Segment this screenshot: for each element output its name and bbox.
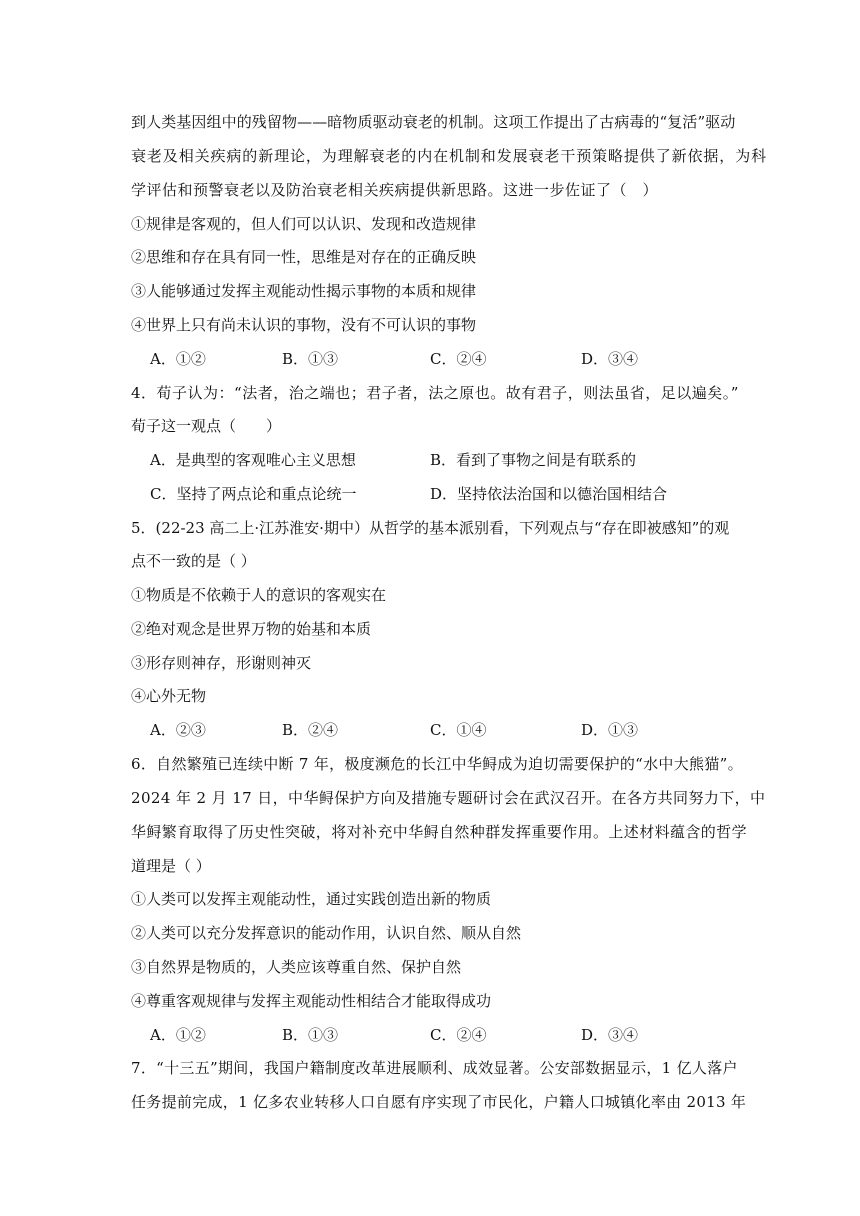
q7-stem-line: 7．“十三五”期间，我国户籍制度改革进展顺利、成效显著。公安部数据显示，1 亿人落户 bbox=[131, 1059, 738, 1077]
q6-statement-3: ③自然界是物质的，人类应该尊重自然、保护自然 bbox=[131, 958, 462, 976]
q5-option-d[interactable]: D．①③ bbox=[581, 721, 639, 739]
q3-text-line: 学评估和预警衰老以及防治衰老相关疾病提供新思路。这进一步佐证了（ ） bbox=[131, 181, 659, 199]
q7-stem-line: 任务提前完成，1 亿多农业转移人口自愿有序实现了市民化，户籍人口城镇化率由 2013 年 bbox=[131, 1093, 747, 1111]
q6-stem-line: 2024 年 2 月 17 日，中华鲟保护方向及措施专题研讨会在武汉召开。在各方共同努力下，中 bbox=[131, 789, 766, 807]
q3-option-c[interactable]: C．②④ bbox=[430, 350, 487, 368]
q4-stem-line: 4．荀子认为：“法者，治之端也；君子者，法之原也。故有君子，则法虽省，足以遍矣。” bbox=[131, 384, 739, 402]
q6-option-c[interactable]: C．②④ bbox=[430, 1026, 487, 1044]
q5-stem-line: 5．(22-23 高二上·江苏淮安·期中）从哲学的基本派别看，下列观点与“存在即被感知”的观 bbox=[131, 519, 730, 537]
q6-option-b[interactable]: B．①③ bbox=[282, 1026, 339, 1044]
q6-option-d[interactable]: D．③④ bbox=[581, 1026, 639, 1044]
q3-text-line: 衰老及相关疾病的新理论，为理解衰老的内在机制和发展衰老干预策略提供了新依据，为科 bbox=[131, 147, 768, 165]
q3-statement-3: ③人能够通过发挥主观能动性揭示事物的本质和规律 bbox=[131, 282, 477, 300]
q4-stem-line: 荀子这一观点（ ） bbox=[131, 417, 282, 435]
q3-statement-4: ④世界上只有尚未认识的事物，没有不可认识的事物 bbox=[131, 316, 477, 334]
q6-option-a[interactable]: A．①② bbox=[150, 1026, 206, 1044]
q3-option-d[interactable]: D．③④ bbox=[581, 350, 639, 368]
q6-statement-2: ②人类可以充分发挥意识的能动作用，认识自然、顺从自然 bbox=[131, 924, 522, 942]
q6-stem-line: 道理是（ ） bbox=[131, 857, 211, 875]
q5-option-a[interactable]: A．②③ bbox=[150, 721, 206, 739]
q5-statement-2: ②绝对观念是世界万物的始基和本质 bbox=[131, 620, 372, 638]
q5-option-c[interactable]: C．①④ bbox=[430, 721, 487, 739]
q4-option-c[interactable]: C．坚持了两点论和重点论统一 bbox=[150, 485, 357, 503]
q6-stem-line: 华鲟繁育取得了历史性突破，将对补充中华鲟自然种群发挥重要作用。上述材料蕴含的哲学 bbox=[131, 823, 748, 841]
q6-statement-4: ④尊重客观规律与发挥主观能动性相结合才能取得成功 bbox=[131, 992, 492, 1010]
q6-statement-1: ①人类可以发挥主观能动性，通过实践创造出新的物质 bbox=[131, 890, 492, 908]
q6-stem-line: 6．自然繁殖已连续中断 7 年，极度濒危的长江中华鲟成为迫切需要保护的“水中大熊猫”。 bbox=[131, 755, 743, 773]
q3-option-b[interactable]: B．①③ bbox=[282, 350, 339, 368]
q5-statement-3: ③形存则神存，形谢则神灭 bbox=[131, 654, 312, 672]
q3-option-a[interactable]: A．①② bbox=[150, 350, 206, 368]
q3-statement-1: ①规律是客观的，但人们可以认识、发现和改造规律 bbox=[131, 215, 477, 233]
q5-stem-line: 点不一致的是（ ） bbox=[131, 552, 256, 570]
q5-statement-1: ①物质是不依赖于人的意识的客观实在 bbox=[131, 586, 387, 604]
q3-text-line: 到人类基因组中的残留物——暗物质驱动衰老的机制。这项工作提出了古病毒的“复活”驱动 bbox=[131, 113, 736, 131]
q3-statement-2: ②思维和存在具有同一性，思维是对存在的正确反映 bbox=[131, 248, 477, 266]
q4-option-b[interactable]: B．看到了事物之间是有联系的 bbox=[430, 451, 637, 469]
q5-option-b[interactable]: B．②④ bbox=[282, 721, 339, 739]
q5-statement-4: ④心外无物 bbox=[131, 687, 207, 705]
q4-option-d[interactable]: D．坚持依法治国和以德治国相结合 bbox=[430, 485, 668, 503]
q4-option-a[interactable]: A．是典型的客观唯心主义思想 bbox=[150, 451, 356, 469]
